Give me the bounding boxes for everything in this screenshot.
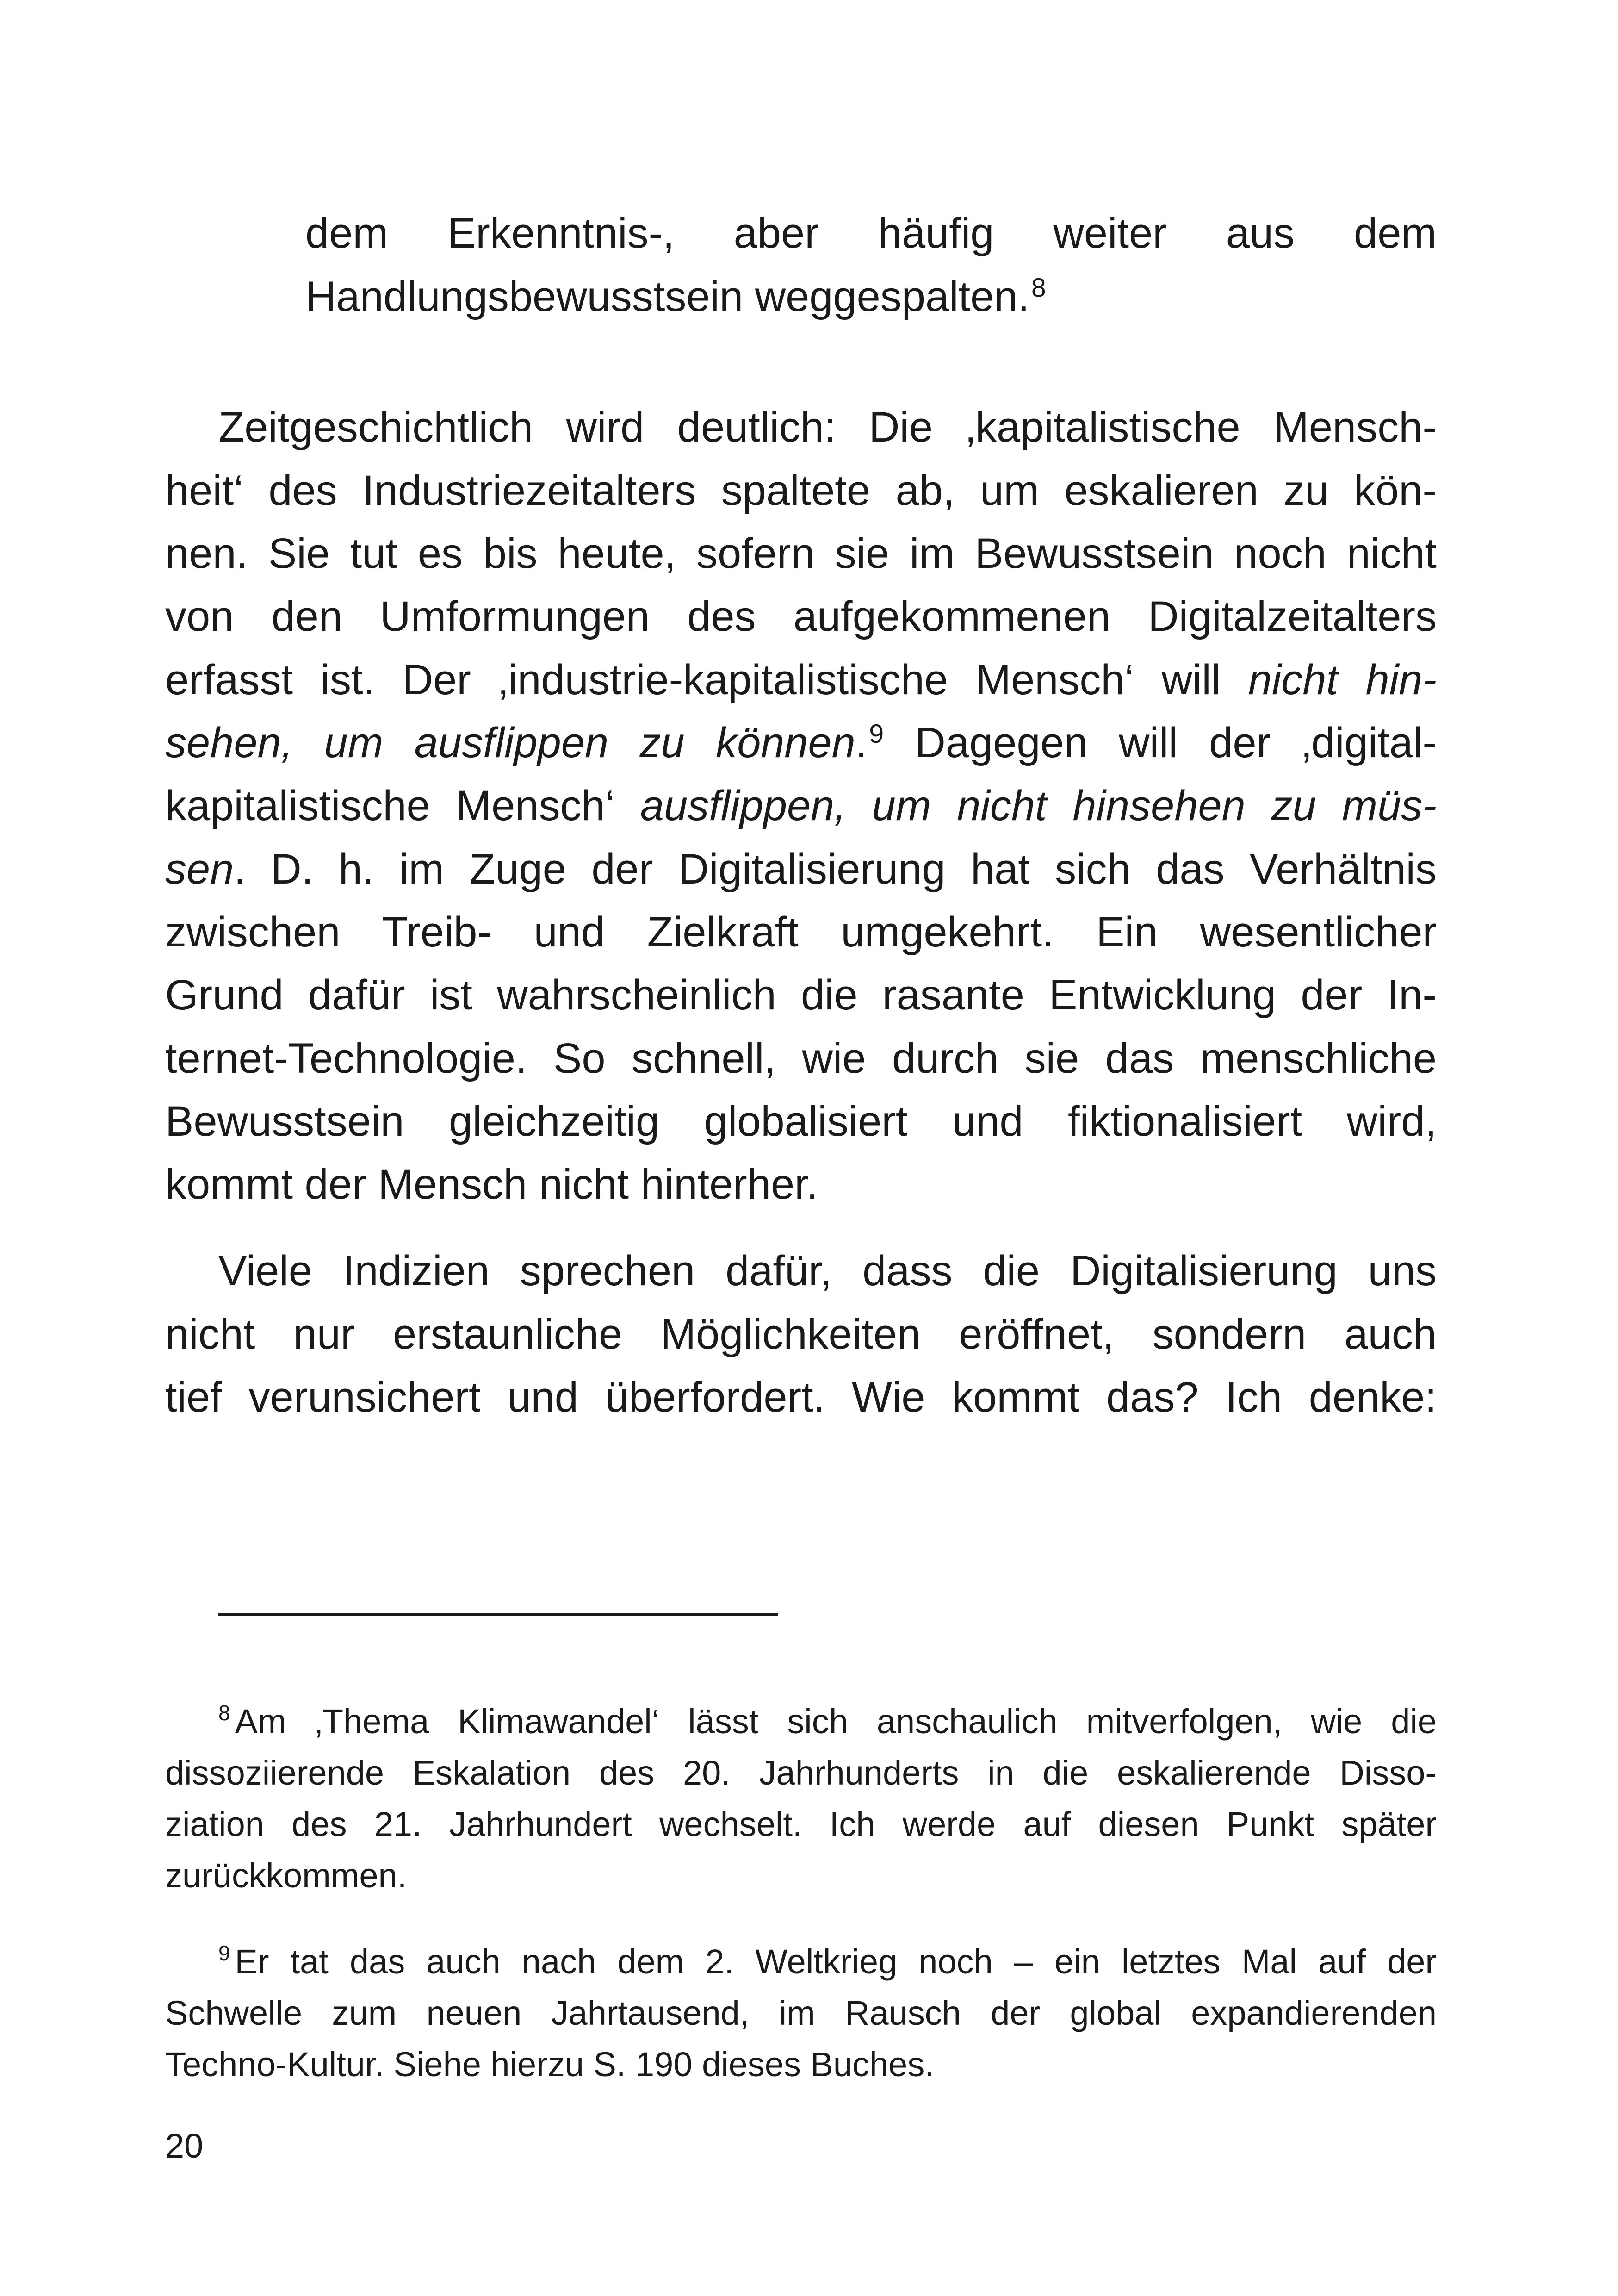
footnote-reference[interactable]: 8 (1031, 273, 1046, 303)
emphasis-text: ausflippen, um nicht hinsehen zu müs- (640, 782, 1437, 829)
paragraph-line (165, 656, 1437, 703)
paragraph-line: nicht nur erstaunliche Möglichkeiten eröffnet, sondern auch (165, 1311, 1437, 1358)
footnote-line (218, 1941, 1437, 1981)
paragraph-text: erfasst ist. Der ‚industrie-kapitalistische Mensch‘ will (165, 656, 1248, 703)
paragraph-line: tief verunsichert und überfordert. Wie kommt das? Ich denke: (165, 1374, 1437, 1421)
paragraph-line: Grund dafür ist wahrscheinlich die rasante Entwicklung der In- (165, 971, 1437, 1019)
footnote-line: ziation des 21. Jahrhundert wechselt. Ich werde auf diesen Punkt später (165, 1805, 1437, 1843)
paragraph-line: zwischen Treib- und Zielkraft umgekehrt. Ein wesentlicher (165, 908, 1437, 956)
paragraph-line (165, 719, 1437, 766)
footnote-line: Techno-Kultur. Siehe hierzu S. 190 dieses Buches. (165, 2045, 934, 2084)
paragraph-line (165, 846, 1437, 893)
footnote-number: 8 (218, 1701, 230, 1725)
paragraph-line (165, 784, 1437, 827)
quote-line (305, 275, 1046, 318)
emphasis-text: nicht hin- (1248, 656, 1437, 703)
footnote-text: Er tat das auch nach dem 2. Weltkrieg noch – ein letztes Mal auf der (235, 1942, 1437, 1981)
footnote-line: dissoziierende Eskalation des 20. Jahrhunderts in die eskalierende Disso- (165, 1754, 1437, 1792)
paragraph-text: kapitalistische Mensch‘ (165, 782, 640, 829)
paragraph-line: Bewusstsein gleichzeitig globalisiert und fiktionalisiert wird, (165, 1098, 1437, 1145)
page-number: 20 (165, 2127, 204, 2165)
paragraph-line: nen. Sie tut es bis heute, sofern sie im Bewusstsein noch nicht (165, 530, 1437, 577)
footnote-text: Am ‚Thema Klimawandel‘ lässt sich anschaulich mitverfolgen, wie die (235, 1702, 1437, 1741)
paragraph-text: Dagegen will der ‚digital- (884, 719, 1437, 766)
paragraph-line: heit‘ des Industriezeitalters spaltete ab, um eskalieren zu kön- (165, 467, 1437, 514)
footnote-line (218, 1701, 1437, 1741)
quote-text: Handlungsbewusstsein weggespalten. (305, 273, 1030, 320)
paragraph-line: von den Umformungen des aufgekommenen Digitalzeitalters (165, 593, 1437, 640)
paragraph-line: ternet-Technologie. So schnell, wie durch sie das menschliche (165, 1035, 1437, 1082)
footnote-separator (218, 1613, 778, 1616)
quote-line: dem Erkenntnis-, aber häufig weiter aus dem (305, 210, 1437, 257)
paragraph-text: . D. h. im Zuge der Digitalisierung hat sich das Verhältnis (234, 846, 1437, 893)
footnote-line: zurückkommen. (165, 1856, 407, 1895)
emphasis-text: sen (165, 846, 234, 893)
emphasis-text: sehen, um ausflippen zu können (165, 719, 855, 766)
paragraph-line: kommt der Mensch nicht hinterher. (165, 1161, 818, 1208)
paragraph-line: Zeitgeschichtlich wird deutlich: Die ‚kapitalistische Mensch- (218, 404, 1437, 451)
footnote-reference[interactable]: 9 (869, 719, 884, 749)
footnote-line: Schwelle zum neuen Jahrtausend, im Rausch der global expandierenden (165, 1994, 1437, 2032)
paragraph-text: . (855, 719, 868, 766)
footnote-number: 9 (218, 1941, 230, 1966)
paragraph-line: Viele Indizien sprechen dafür, dass die Digitalisierung uns (218, 1247, 1437, 1294)
